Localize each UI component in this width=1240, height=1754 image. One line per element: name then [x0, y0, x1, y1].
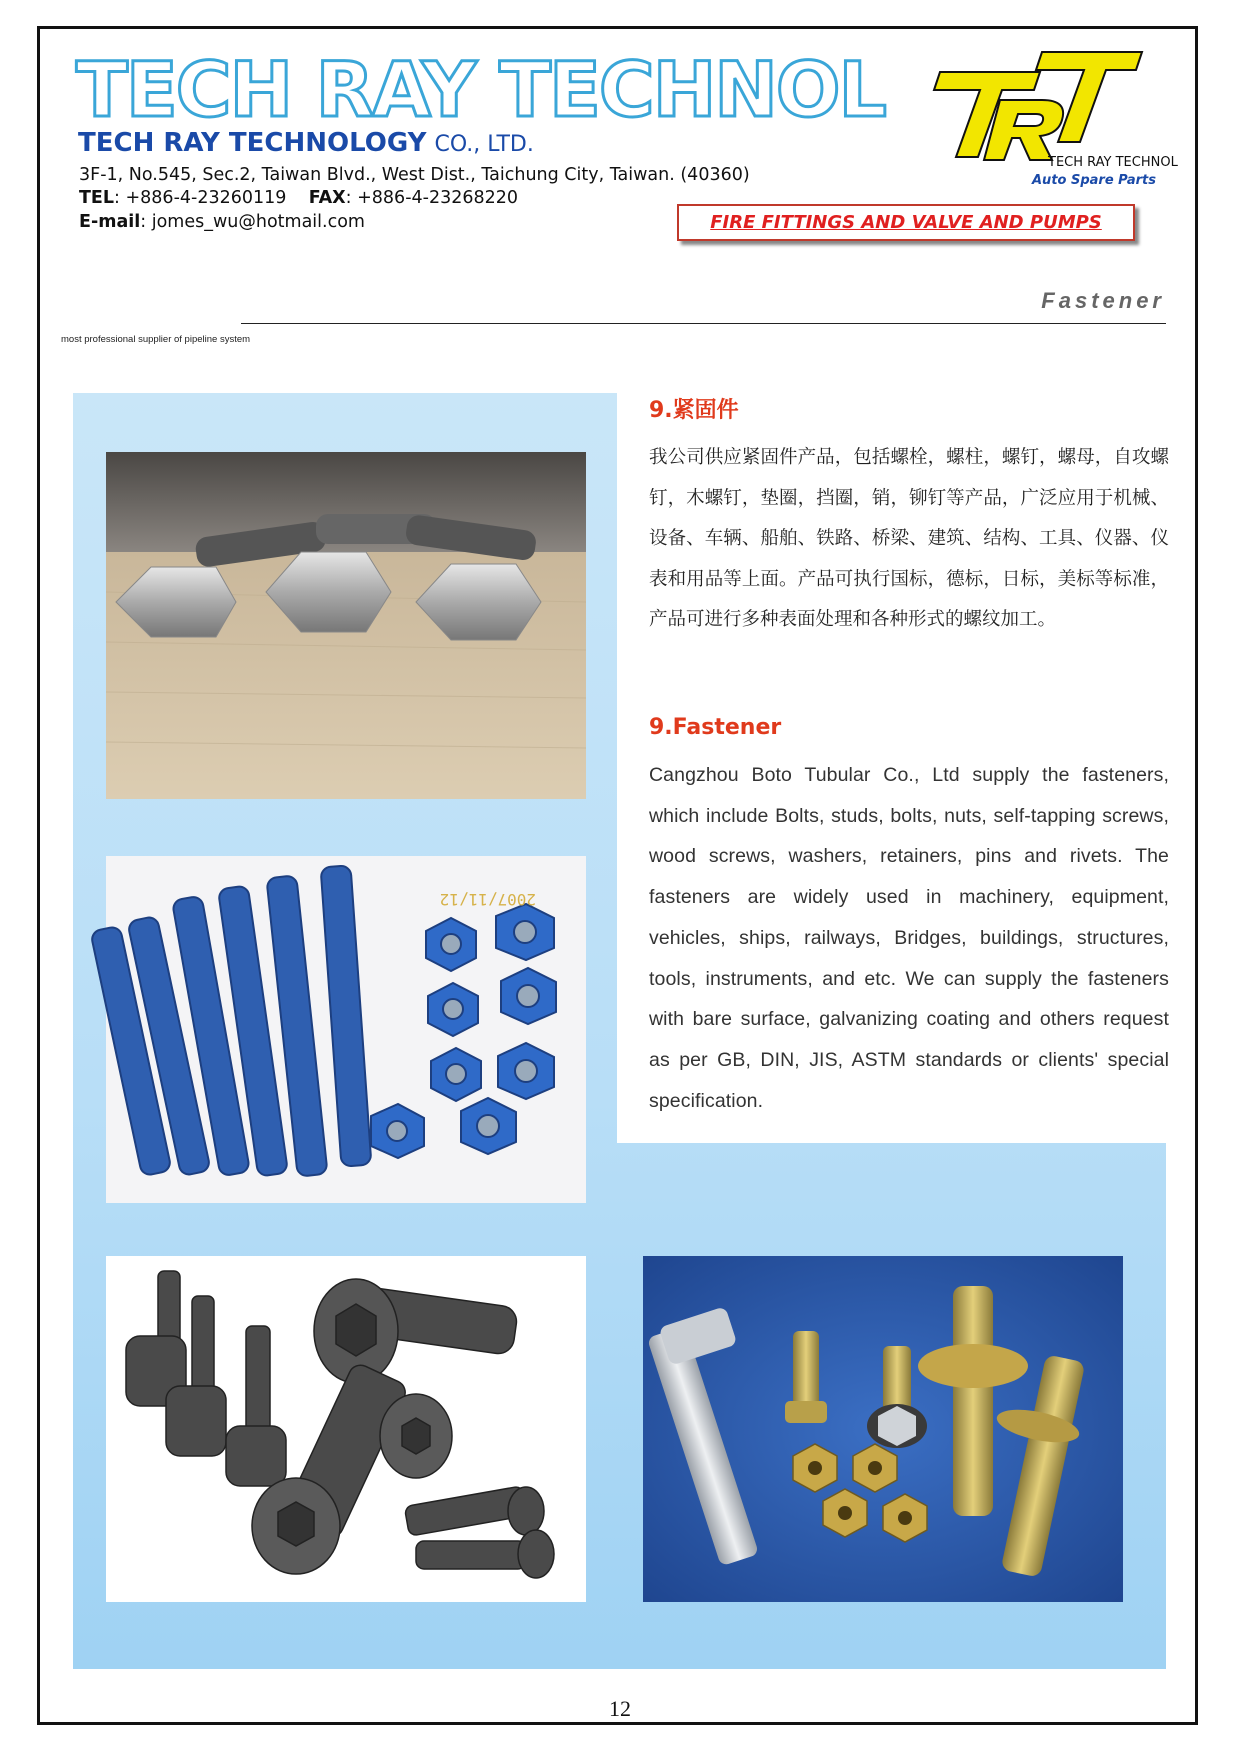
- photo-socket-cap-screws: [106, 1256, 586, 1602]
- photo-hex-bolts: [106, 452, 586, 799]
- logo-text-1: TECH RAY TECHNOL: [1048, 155, 1178, 170]
- company-name-text: TECH RAY TECHNOLOGY: [78, 128, 427, 158]
- tel-value: : +886-4-23260119: [114, 188, 287, 208]
- contact-email-line: [79, 212, 365, 232]
- email-label: E-mail: [79, 212, 141, 232]
- fax-label: FAX: [308, 188, 346, 208]
- trt-logo: [930, 42, 1178, 192]
- company-name: [78, 128, 534, 158]
- photo-blue-studs-nuts: [106, 856, 586, 1203]
- company-address: 3F-1, No.545, Sec.2, Taiwan Blvd., West Dist., Taichung City, Taiwan. (40360): [79, 165, 750, 185]
- email-value: : jomes_wu@hotmail.com: [140, 212, 365, 232]
- photo-date-stamp: 2007/11/12: [439, 890, 536, 909]
- en-body: Cangzhou Boto Tubular Co., Ltd supply the fasteners, which include Bolts, studs, bolts, nuts, self-tapping screws, wood screws, washers, retainers, pins and rivets. The fasteners are widely used in machinery, equipment, vehicles, ships, railways, Bridges, buildings, structures, tools, instruments, and etc. We can supply the fasteners with bare surface, galvanizing coating and others request as per GB, DIN, JIS, ASTM standards or clients' special specification.: [649, 764, 1169, 1112]
- en-heading: 9.Fastener: [649, 715, 782, 740]
- fax-value: : +886-4-23268220: [345, 188, 519, 208]
- tagline-banner: FIRE FITTINGS AND VALVE AND PUMPS: [677, 204, 1135, 241]
- logo-text-2: Auto Spare Parts: [1032, 173, 1157, 188]
- page-number: 12: [609, 1696, 631, 1721]
- section-title: Fastener: [1041, 288, 1165, 313]
- header-divider: [241, 323, 1166, 324]
- photo-wheel-studs: [643, 1256, 1123, 1602]
- slogan: most professional supplier of pipeline system: [61, 334, 251, 345]
- zh-heading: 9.紧固件: [649, 398, 739, 423]
- zh-body: 我公司供应紧固件产品，包括螺栓，螺柱，螺钉，螺母，自攻螺钉，木螺钉，垫圈，挡圈，销，铆钉等产品，广泛应用于机械、设备、车辆、船舶、铁路、桥梁、建筑、结构、工具、仪器、仪表和用品等上面。产品可执行国标，德标，日标，美标等标准，产品可进行多种表面处理和各种形式的螺纹加工。: [649, 447, 1169, 630]
- brand-wordmark: TECH RAY TECHNOL: [76, 45, 885, 134]
- company-suffix: CO., LTD.: [434, 132, 534, 157]
- tel-label: TEL: [79, 188, 115, 208]
- trt-logo-graphic: [930, 42, 1178, 192]
- contact-phone-line: [79, 188, 518, 208]
